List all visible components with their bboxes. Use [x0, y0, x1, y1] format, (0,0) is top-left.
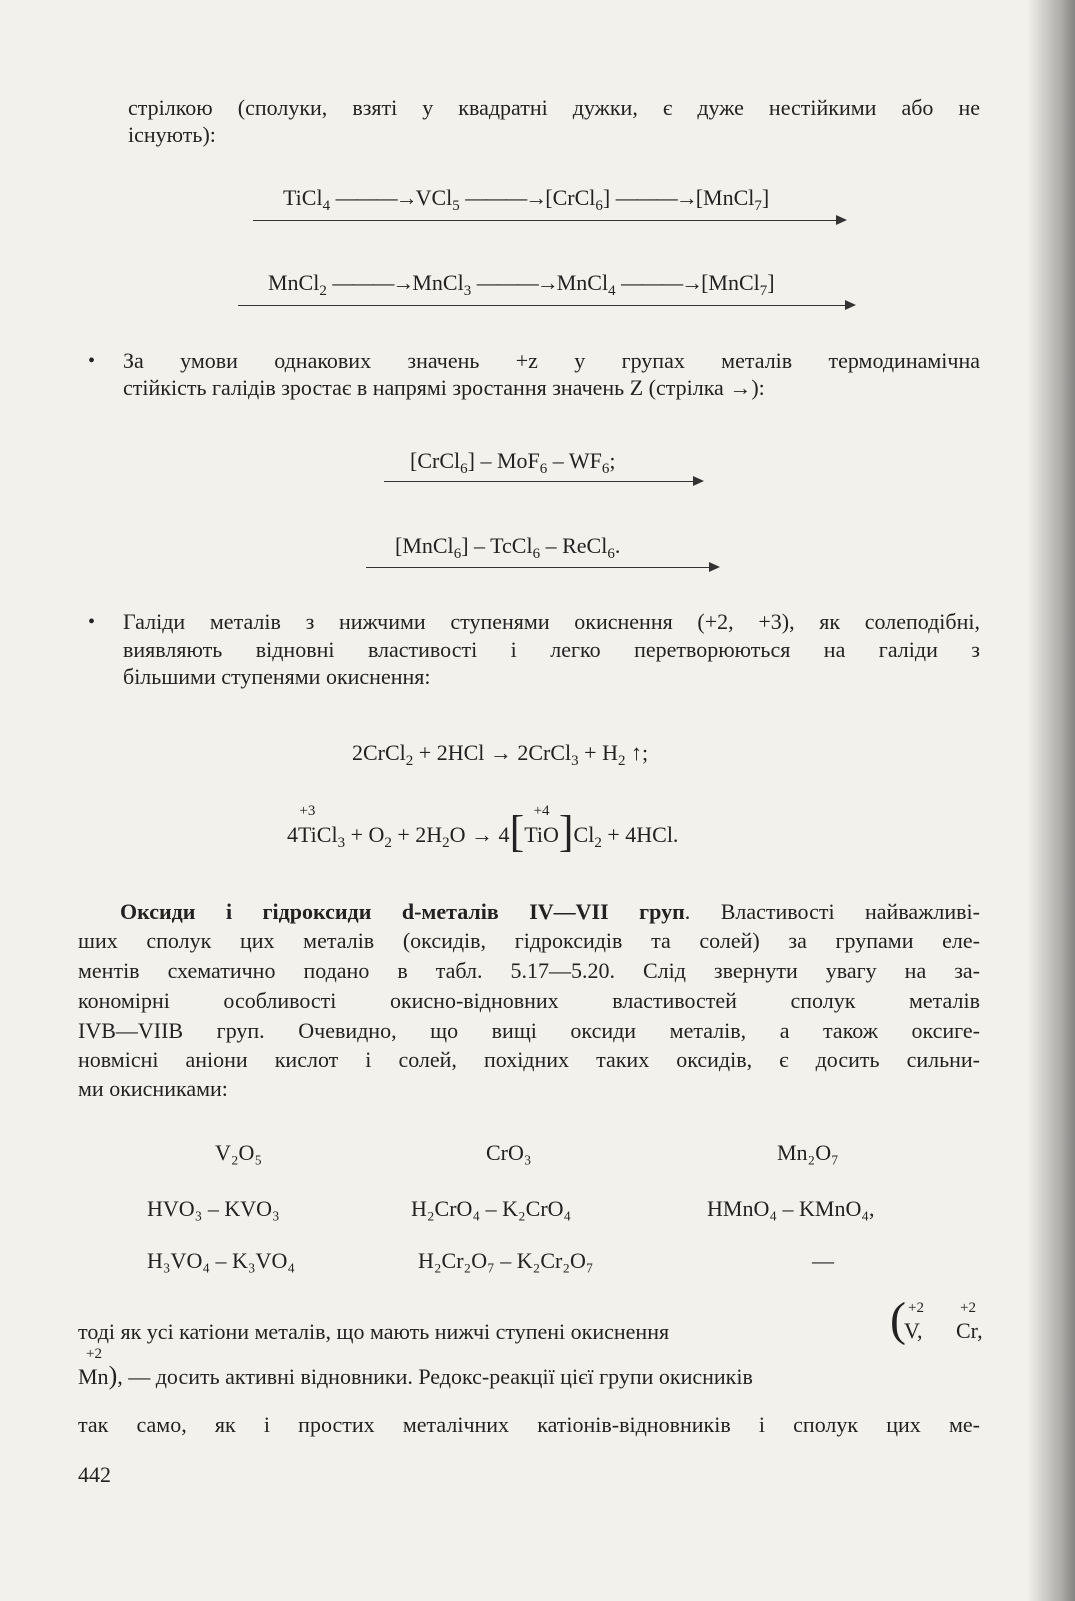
oxide-v: V₂O₅ — [215, 1140, 263, 1165]
bleed-through-text — [1016, 148, 1068, 162]
trend-arrow-4 — [366, 567, 718, 568]
paragraph-line-3: ментів схематично подано в табл. 5.17—5.20. Слід звернути увагу на за- — [78, 958, 980, 983]
bullet1-line-1: За умови однакових значень +z у групах металів термодинамічна — [123, 348, 980, 373]
page-number: 442 — [78, 1462, 111, 1487]
closing-line-1: тоді як усі катіони металів, що мають нижчі ступені окиснення — [78, 1319, 670, 1344]
bullet2-line-3: більшими ступенями окиснення: — [123, 664, 431, 689]
paragraph-line-6: новмісні аніони кислот і солей, похідних таких оксидів, є досить сильни- — [78, 1047, 980, 1072]
paragraph-line-5: IVB—VIIB груп. Очевидно, що вищі оксиди металів, а також оксиге- — [78, 1018, 980, 1043]
scheme-2: MnCl$_2$ ———→MnCl$_3$ ———→MnCl$_4$ ———→[MnCl$_7$] — [268, 270, 775, 299]
mn-oxidation-state: +2 — [86, 1346, 102, 1362]
empty-dash: — — [812, 1248, 834, 1273]
oxide-cr: CrO₃ — [486, 1140, 532, 1165]
bullet-dot: • — [88, 350, 96, 372]
paragraph-line-4: кономірні особливості окисно-відновних властивостей сполук металів — [78, 988, 980, 1013]
page-edge-shadow — [1027, 0, 1075, 1601]
orthovanadate-pair: H₃VO₄ – K₃VO₄ — [147, 1248, 296, 1273]
paragraph-line-1: Оксиди і гідроксиди d-металів IV—VII груп. Властивості найважливі- — [120, 899, 980, 924]
section-heading: Оксиди і гідроксиди d-металів IV—VII груп — [120, 899, 685, 924]
oxide-mn: Mn₂O₇ — [777, 1140, 839, 1165]
stability-series-cr: [CrCl$_6$] – $MoF_6 - WF_6$; — [410, 448, 616, 477]
chromate-pair: H₂CrO₄ – K₂CrO₄ — [411, 1196, 572, 1221]
trend-arrow-1 — [253, 220, 845, 221]
bullet2-line-1: Галіди металів з нижчими ступенями окиснення (+2, +3), як солеподібні, — [123, 609, 980, 634]
paragraph-line-7: ми окисниками: — [78, 1076, 228, 1101]
closing-line-2: Mn), — досить активні відновники. Редокс-реакції цієї групи окисників — [78, 1361, 753, 1390]
scheme-1: TiCl$_4$ ———→VCl$_5$ ———→[CrCl$_6$] ———→[MnCl$_7$] — [283, 185, 770, 214]
trend-arrow-2 — [238, 305, 854, 306]
vanadate-pair: HVO₃ – KVO₃ — [147, 1196, 280, 1221]
permanganate-pair: HMnO₄ – KMnO₄, — [707, 1196, 875, 1221]
reaction-1: 2CrCl$_2$ + 2HCl → 2CrCl$_3$ + $H_2$ ↑; — [352, 740, 649, 769]
bullet1-line-2: стійкість галідів зростає в напрямі зростання значень Z (стрілка →): — [123, 375, 765, 400]
trend-arrow-3 — [384, 481, 702, 482]
intro-line-2: існують): — [128, 122, 216, 147]
reaction-2: 4 +3 TiCl$_3$ + $O_2 + 2H_2O \to 4$[ +4 $TiO]Cl_2 + 4HCl$. — [287, 803, 679, 856]
dichromate-pair: H₂Cr₂O₇ – K₂Cr₂O₇ — [418, 1248, 594, 1273]
stability-series-mn: [MnCl$_6$] – TcCl$_6$ – ReCl$_6$. — [395, 533, 621, 562]
bullet-dot: • — [88, 611, 96, 633]
closing-line-3: так само, як і простих металічних катіонів-відновників і сполук цих ме- — [78, 1412, 980, 1437]
intro-line-1: стрілкою (сполуки, взяті у квадратні дужки, є дуже нестійкими або не — [128, 95, 980, 120]
paragraph-line-2: ших сполук цих металів (оксидів, гідроксидів та солей) за групами еле- — [78, 928, 980, 953]
bullet2-line-2: виявляють відновні властивості і легко перетворюються на галіди з — [123, 637, 980, 662]
